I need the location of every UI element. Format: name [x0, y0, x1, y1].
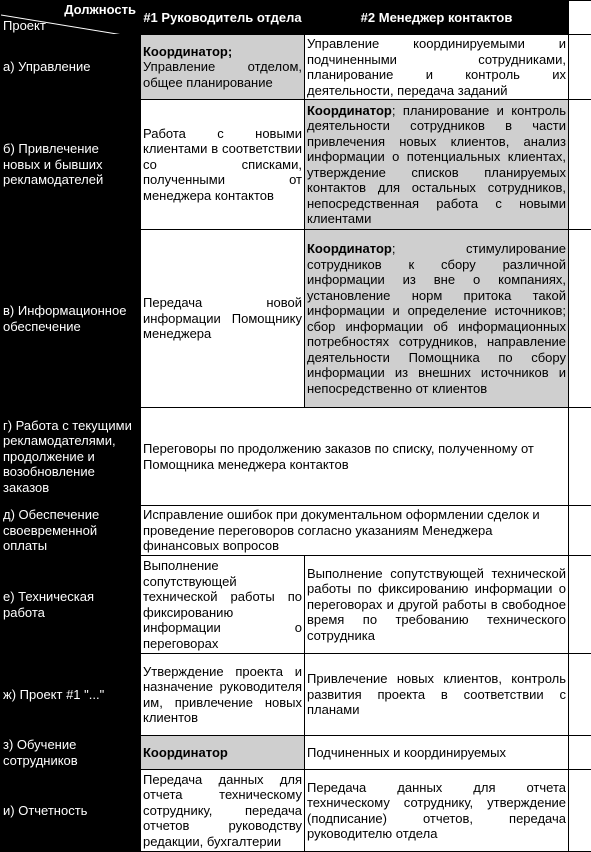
cell-col2: Управление координируемыми и подчиненными сотрудниками, планирование и контроль их деятельности, передача заданий [305, 35, 569, 100]
cell-col1: Координатор; Управление отделом, общее планирование [141, 35, 305, 100]
row-label: ж) Проект #1 "..." [1, 654, 141, 736]
corner-position-label: Должность [64, 2, 136, 18]
row-label: з) Обучение сотрудников [1, 736, 141, 770]
column-header-1: #1 Руководитель отдела [141, 1, 305, 35]
table-row [1, 506, 591, 556]
row-label: а) Управление [1, 35, 141, 100]
table-row [1, 408, 591, 506]
row-label: и) Отчетность [1, 770, 141, 852]
row-label: г) Работа с текущими рекламодателями, продолжение и возобновление заказов [1, 408, 141, 506]
row-label: б) Привлечение новых и бывших рекламодателей [1, 100, 141, 230]
cell-col2: Координатор; планирование и контроль деятельности сотрудников в части привлечения новых клиентов, анализ информации о потенциальных клиентах, утверждение списков планируемых контактов для остальных сотрудников, непосредственная работа с новыми клиентами [305, 100, 569, 230]
cell-col1: Передача новой информации Помощнику менеджера [141, 230, 305, 408]
row-label: е) Техническая работа [1, 556, 141, 654]
header-row [1, 1, 591, 35]
table-row [1, 100, 591, 230]
coordinator-label: Координатор; [143, 44, 232, 59]
cell-col2: Привлечение новых клиентов, контроль развития проекта в соответствии с планами [305, 654, 569, 736]
cell-col1: Выполнение сопутствующей технической работы по фиксированию информации о переговорах [141, 556, 305, 654]
cell-col1 [141, 736, 305, 770]
table-row [1, 230, 591, 408]
row-label: в) Информационное обеспечение [1, 230, 141, 408]
row-label: д) Обеспечение своевременной оплаты [1, 506, 141, 556]
corner-project-label: Проект [3, 18, 46, 34]
cell-col1: Утверждение проекта и назначение руководителя им, привлечение новых клиентов [141, 654, 305, 736]
cell-col1: Работа с новыми клиентами в соответствии со списками, полученными от менеджера контактов [141, 100, 305, 230]
table-row [1, 736, 591, 770]
cell-span: Переговоры по продолжению заказов по списку, полученному от Помощника менеджера контактов [141, 408, 569, 506]
coordinator-label: Координатор [143, 745, 228, 760]
table-row [1, 35, 591, 100]
header-corner-cell [1, 1, 141, 35]
cell-col2: Передача данных для отчета техническому сотруднику, утверждение (подписание) отчетов, передача руководителю отдела [305, 770, 569, 852]
cell-col2: Координатор; стимулирование сотрудников к сбору различной информации из вне о компаниях, установление норм притока такой информации и определение источников; сбор информации об информационных потребностях сотрудников, направление деятельности Помощника по сбору информации из внешних источников и непосредственно от клиентов [305, 230, 569, 408]
table-row [1, 654, 591, 736]
coordinator-label: Координатор [307, 241, 392, 256]
cell-col2: Выполнение сопутствующей технической работы по фиксированию информации о переговорах и другой работы в свободное время по требованию технического сотрудника [305, 556, 569, 654]
table-row [1, 556, 591, 654]
cell-col2: Подчиненных и координируемых [305, 736, 569, 770]
column-header-2: #2 Менеджер контактов [305, 1, 569, 35]
table-row [1, 770, 591, 852]
cell-span: Исправление ошибок при документальном оформлении сделок и проведение переговоров согласно указаниям Менеджера финансовых вопросов [141, 506, 569, 556]
cell-col1: Передача данных для отчета техническому сотруднику, передача отчетов руководству редакции, бухгалтерии [141, 770, 305, 852]
coordinator-label: Координатор [307, 103, 392, 118]
